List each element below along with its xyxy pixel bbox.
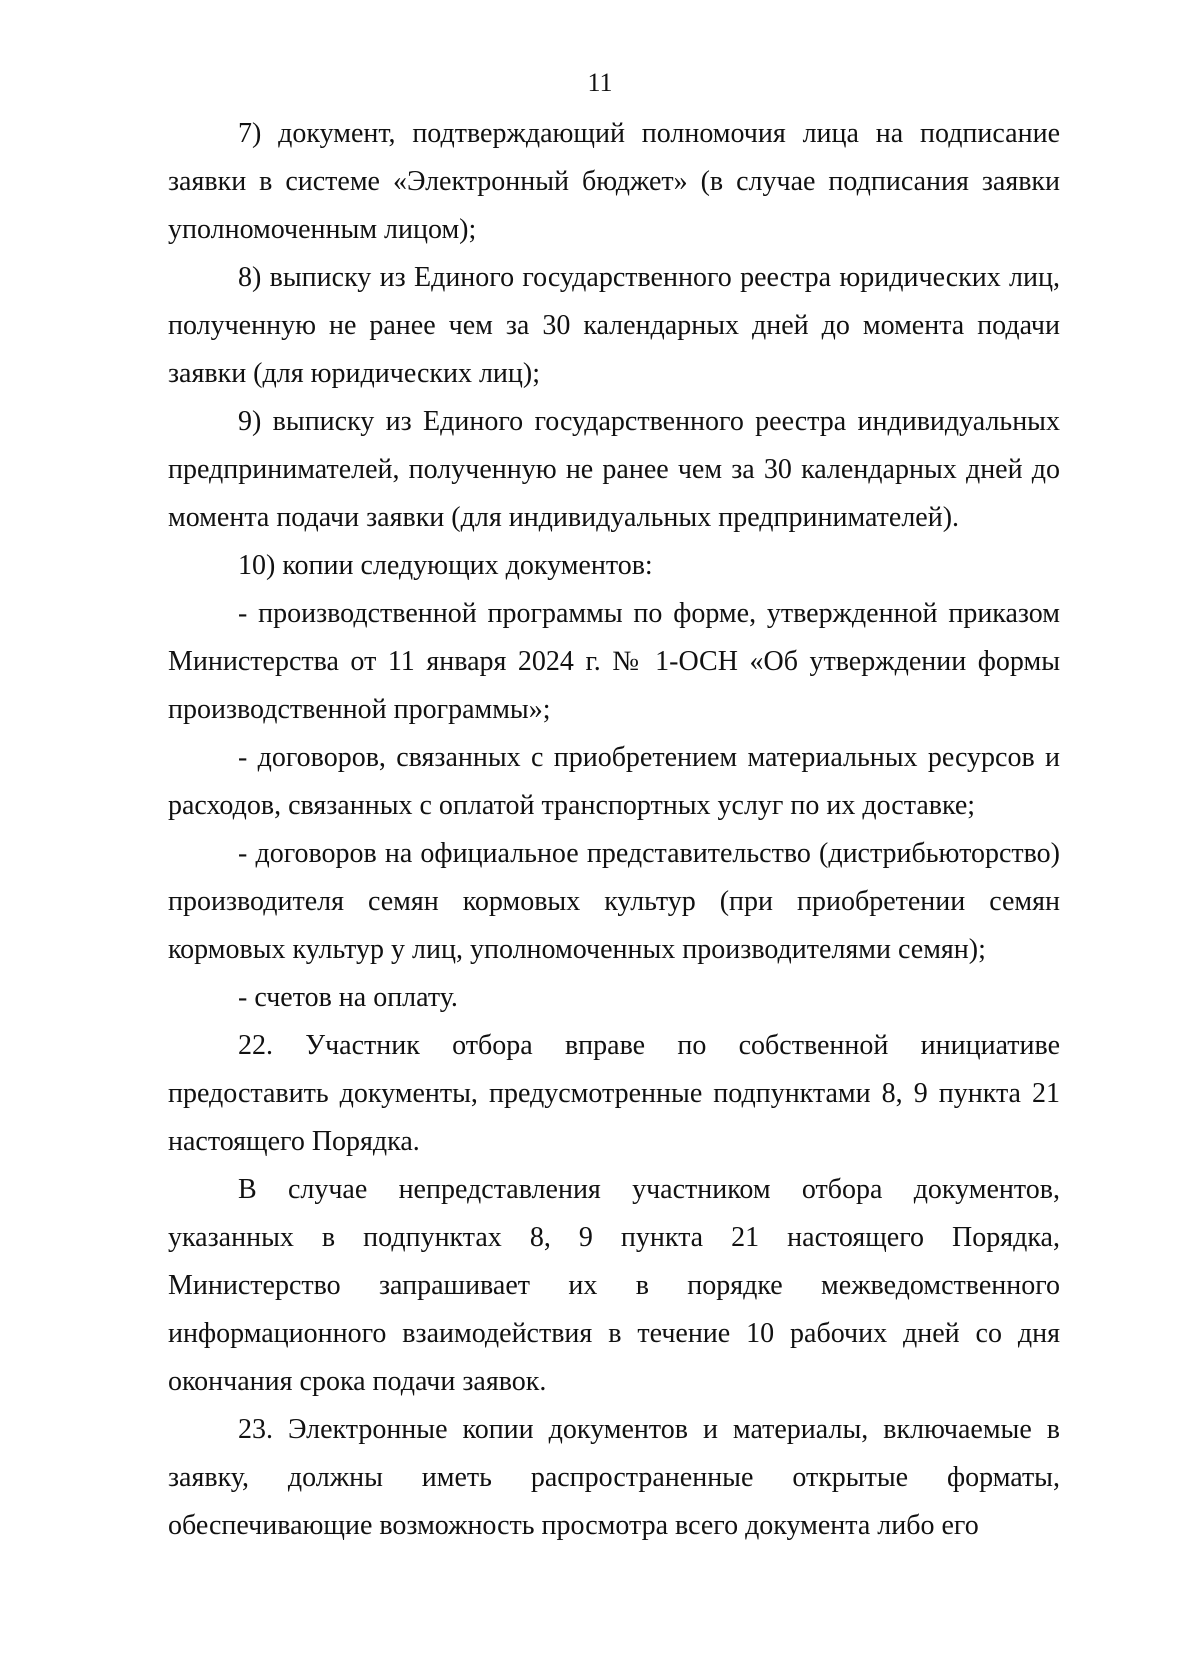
paragraph-production-program: - производственной программы по форме, утвержденной приказом Министерства от 11 января 2024 г. № 1-ОСН «Об утверждении формы производственной программы»;: [168, 598, 1060, 725]
paragraph-item-8: 8) выписку из Единого государственного реестра юридических лиц, полученную не ранее чем за 30 календарных дней до момента подачи заявки (для юридических лиц);: [168, 262, 1060, 389]
paragraph-item-9: 9) выписку из Единого государственного реестра индивидуальных предпринимателей, полученную не ранее чем за 30 календарных дней до момента подачи заявки (для индивидуальных предпринимателей).: [168, 406, 1060, 533]
paragraph-item-7: 7) документ, подтверждающий полномочия лица на подписание заявки в системе «Электронный бюджет» (в случае подписания заявки уполномоченным лицом);: [168, 118, 1060, 245]
document-body: [168, 110, 1060, 1550]
paragraph-invoices: - счетов на оплату.: [238, 982, 458, 1013]
paragraph-clause-23: 23. Электронные копии документов и материалы, включаемые в заявку, должны иметь распространенные открытые форматы, обеспечивающие возможность просмотра всего документа либо его: [168, 1414, 1060, 1541]
paragraph-contracts-resources: - договоров, связанных с приобретением материальных ресурсов и расходов, связанных с оплатой транспортных услуг по их доставке;: [168, 742, 1060, 821]
paragraph-contracts-distribution: - договоров на официальное представительство (дистрибьюторство) производителя семян кормовых культур (при приобретении семян кормовых культур у лиц, уполномоченных производителями семян);: [168, 838, 1060, 965]
page-number: 11: [587, 68, 613, 97]
paragraph-clause-22: 22. Участник отбора вправе по собственной инициативе предоставить документы, предусмотренные подпунктами 8, 9 пункта 21 настоящего Порядка.: [168, 1030, 1060, 1157]
paragraph-item-10: 10) копии следующих документов:: [238, 550, 653, 581]
paragraph-clause-22-cont: В случае непредставления участником отбора документов, указанных в подпунктах 8, 9 пункта 21 настоящего Порядка, Министерство запрашивает их в порядке межведомственного информационного взаимодействия в течение 10 рабочих дней со дня окончания срока подачи заявок.: [168, 1174, 1060, 1397]
